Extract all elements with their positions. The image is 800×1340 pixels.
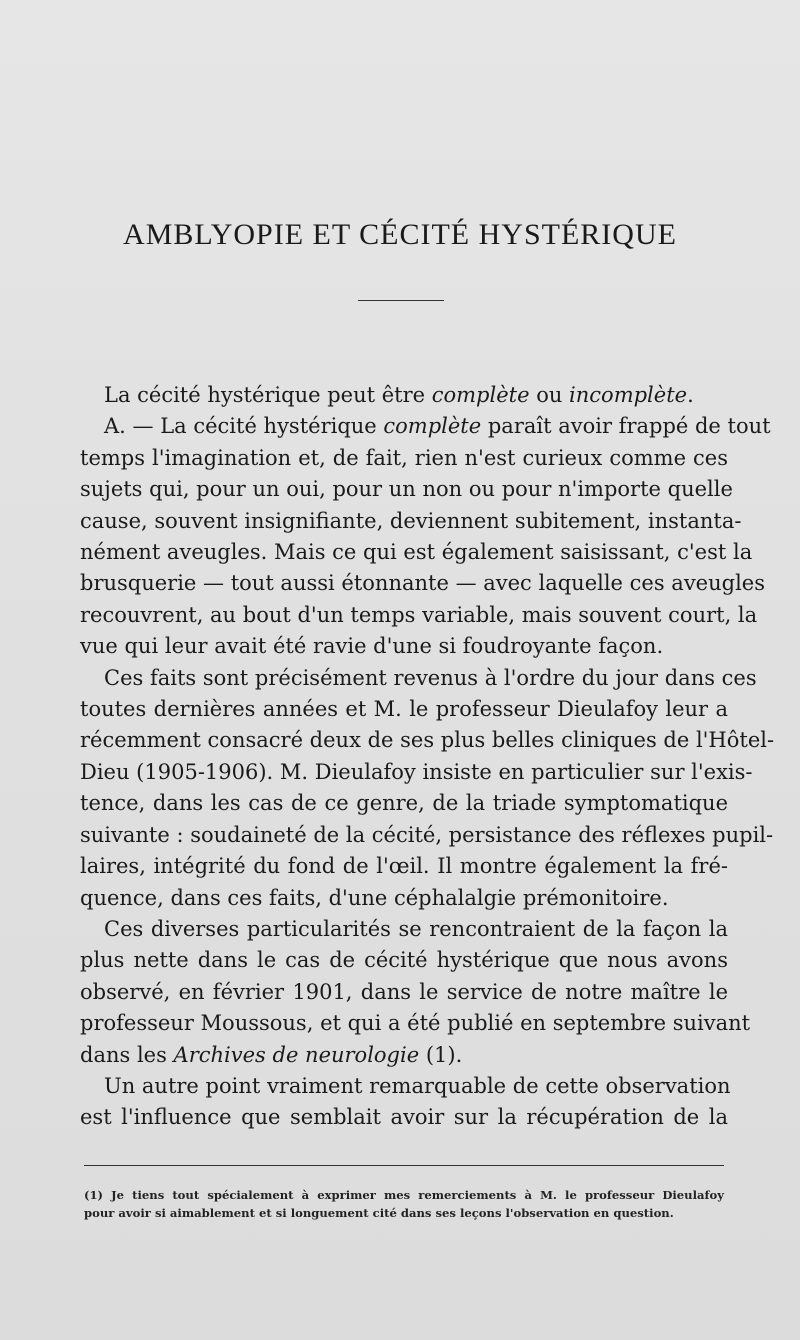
chapter-title: AMBLYOPIE ET CÉCITÉ HYSTÉRIQUE — [123, 218, 677, 251]
text-line: temps l'imagination et, de fait, rien n'est curieux comme ces — [80, 445, 728, 470]
text-line: La cécité hystérique peut être complète ou incomplète. — [104, 383, 694, 407]
footnote-line: (1) Je tiens tout spécialement à exprimer mes remerciements à M. le professeur Dieulafoy — [84, 1188, 724, 1202]
text-line: sujets qui, pour un oui, pour un non ou pour n'importe quelle — [80, 477, 733, 502]
text-line: A. — La cécité hystérique complète paraît avoir frappé de tout — [104, 414, 771, 439]
text-line: Ces faits sont précisément revenus à l'ordre du jour dans ces — [104, 665, 757, 690]
text-line: toutes dernières années et M. le professeur Dieulafoy leur a — [80, 697, 728, 722]
text-line: observé, en février 1901, dans le service de notre maître le — [80, 979, 728, 1004]
body-text — [80, 380, 775, 1134]
footnote-divider — [84, 1165, 724, 1166]
text-line: est l'influence que semblait avoir sur la récupération de la — [80, 1105, 728, 1130]
title-divider — [358, 300, 444, 301]
text-line: professeur Moussous, et qui a été publié en septembre suivant — [80, 1011, 751, 1036]
text-line: Ces diverses particularités se rencontraient de la façon la — [104, 916, 728, 941]
text-line: dans les Archives de neurologie (1). — [80, 1042, 463, 1067]
text-line: recouvrent, au bout d'un temps variable, mais souvent court, la — [80, 602, 758, 627]
paragraph — [80, 380, 728, 411]
paragraph — [80, 914, 751, 1071]
text-line: Dieu (1905-1906). M. Dieulafoy insiste en particulier sur l'exis- — [80, 759, 753, 784]
footnote-line: pour avoir si aimablement et si longuement cité dans ses leçons l'observation en question. — [84, 1206, 674, 1220]
text-line: vue qui leur avait été ravie d'une si foudroyante façon. — [80, 634, 664, 659]
text-line: brusquerie — tout aussi étonnante — avec laquelle ces aveugles — [80, 571, 766, 596]
paragraph — [80, 1071, 731, 1134]
text-line: Un autre point vraiment remarquable de cette observation — [104, 1073, 731, 1098]
text-line: nément aveugles. Mais ce qui est également saisissant, c'est la — [80, 540, 753, 565]
text-line: quence, dans ces faits, d'une céphalalgie prémonitoire. — [80, 885, 669, 910]
text-line: plus nette dans le cas de cécité hystérique que nous avons — [80, 948, 728, 973]
text-line: tence, dans les cas de ce genre, de la triade symptomatique — [80, 791, 728, 816]
paragraph — [80, 663, 775, 914]
text-line: laires, intégrité du fond de l'œil. Il montre également la fré- — [80, 854, 728, 879]
text-line: récemment consacré deux de ses plus belles cliniques de l'Hôtel- — [80, 728, 775, 753]
paragraph — [80, 411, 771, 662]
text-line: cause, souvent insignifiante, deviennent subitement, instanta- — [80, 508, 742, 533]
text-line: suivante : soudaineté de la cécité, persistance des réflexes pupil- — [80, 822, 774, 847]
footnote — [84, 1186, 724, 1222]
